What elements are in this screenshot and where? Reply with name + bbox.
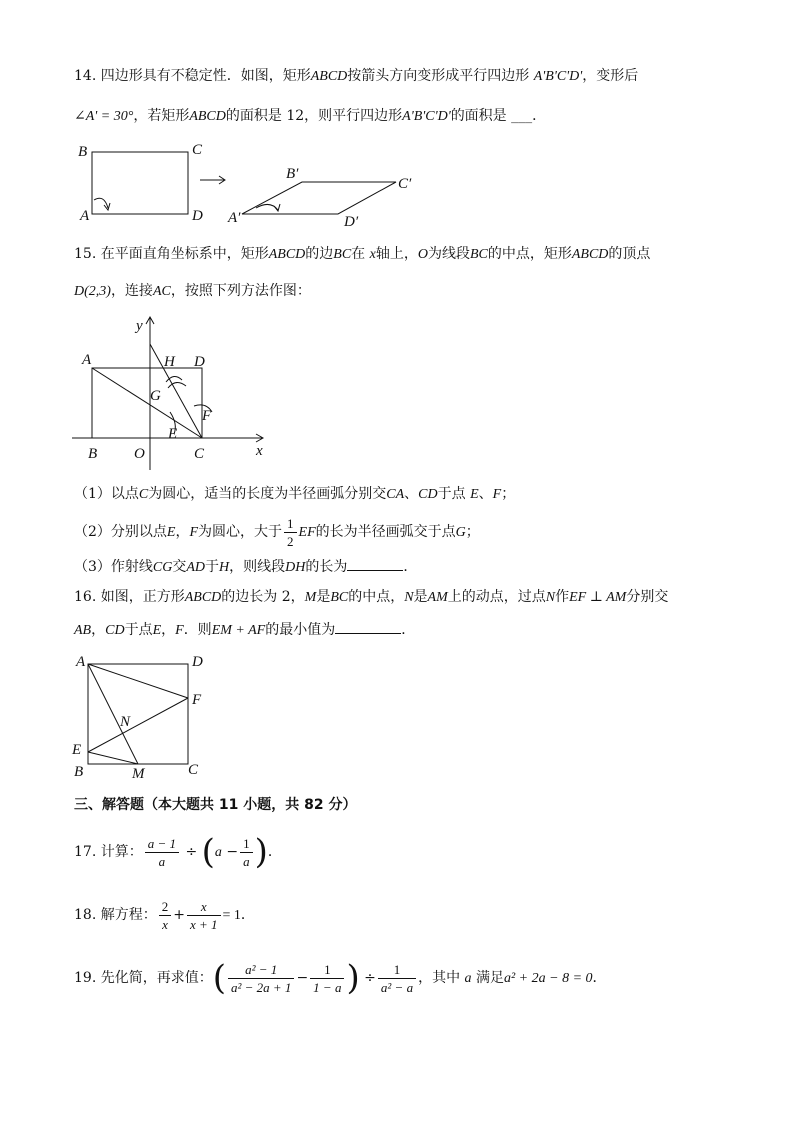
q15-number: 15. — [74, 246, 97, 262]
label-f: F — [192, 692, 202, 708]
q15-line-1: 15. 在平面直角坐标系中，矩形ABCD的边BC在 x轴上，O为线段BC的中点，矩形ABCD的顶点 — [74, 246, 651, 262]
answer-blank — [335, 619, 401, 634]
q15-step-1: （1）以点C为圆心，适当的长度为半径画弧分别交CA、CD于点 E、F； — [74, 486, 516, 502]
label-a: A — [80, 208, 90, 224]
q19-number: 19. — [74, 970, 97, 986]
label-c: C — [192, 142, 203, 158]
q15-line-2: D(2,3)，连接AC，按照下列方法作图： — [74, 283, 311, 299]
label-c: C — [194, 446, 205, 462]
label-m: M — [132, 766, 145, 782]
label-b: B — [78, 144, 88, 160]
rotation-arrow-icon — [94, 198, 108, 208]
label-n: N — [120, 714, 131, 730]
section-3-heading: 三、解答题（本大题共 11 小题，共 82 分） — [74, 797, 357, 813]
segment-ef — [88, 698, 188, 752]
q15-figure — [70, 314, 280, 464]
answer-blank — [347, 556, 403, 571]
label-a-prime: A′ — [228, 210, 241, 226]
fraction-1-over-a: $\frac{1}{a}$ — [240, 835, 253, 870]
label-e: E — [72, 742, 82, 758]
label-a: A — [76, 654, 86, 670]
label-d: D — [194, 354, 205, 370]
segment-am — [88, 664, 138, 764]
label-x: x — [256, 443, 263, 459]
q18-number: 18. — [74, 907, 97, 923]
q18: 18. 解方程： $\frac{2}{x}$ + $\frac{x}{x + 1}$ = 1． — [74, 898, 255, 932]
q19: 19. 先化简，再求值：( $\frac{\text{a² − 1}}{\text{a² − 2a + 1}}$ − $\frac{1}{1 - a}$ ) ÷ $\frac{1}{\text{a² − a}}$ ，其中 a 满足a² + 2a − 8 = 0． — [74, 958, 607, 998]
square-abcd — [88, 664, 188, 764]
q17-number: 17. — [74, 844, 97, 860]
label-f: F — [202, 408, 212, 424]
fraction-q19-1: $\frac{\text{a² − 1}}{\text{a² − 2a + 1}}$ — [228, 961, 294, 996]
label-c: C — [188, 762, 199, 778]
label-e: E — [168, 426, 178, 442]
label-b: B — [88, 446, 98, 462]
q16-line-2: AB，CD于点E，F．则EM + AF的最小值为 ． — [74, 619, 415, 641]
fraction-2-over-x: $\frac{2}{x}$ — [159, 898, 172, 933]
label-c-prime: C′ — [398, 176, 412, 192]
q14-figure — [74, 138, 434, 230]
parallelogram — [242, 182, 396, 214]
segment-em — [88, 752, 138, 764]
q14-line-1: 14. 四边形具有不稳定性．如图，矩形ABCD按箭头方向变形成平行四边形 A'B'C'D'，变形后 — [74, 68, 639, 84]
label-g: G — [150, 388, 161, 404]
label-o: O — [134, 446, 145, 462]
fraction-x-over-x-plus-1: $\frac{x}{x + 1}$ — [187, 898, 221, 933]
q14-line-2: ∠A' = 30°，若矩形ABCD的面积是 12，则平行四边形A'B'C'D'的面积是 ___． — [74, 108, 547, 124]
q16-line-1: 16. 如图，正方形ABCD的边长为 2，M是BC的中点，N是AM上的动点，过点N作EF ⊥ AM分别交 — [74, 589, 669, 605]
answer-blank: ___ — [511, 108, 533, 124]
arc-g-2 — [168, 382, 186, 388]
q16-number: 16. — [74, 589, 97, 605]
label-b: B — [74, 764, 84, 780]
segment-ac — [92, 368, 202, 438]
q14-number: 14. — [74, 68, 97, 84]
q16-figure — [70, 648, 220, 783]
label-b-prime: B′ — [286, 166, 299, 182]
label-d: D — [192, 208, 203, 224]
q15-step-3: （3）作射线CG交AD于H，则线段DH的长为 ． — [74, 556, 417, 578]
label-y: y — [136, 318, 143, 334]
label-a: A — [82, 352, 92, 368]
label-h: H — [164, 354, 175, 370]
fraction-a-minus-1-over-a: $\frac{a - 1}{a}$ — [145, 835, 179, 870]
label-d: D — [192, 654, 203, 670]
q15-step-2: （2）分别以点E，F为圆心，大于 $\frac{1}{2}$ EF的长为半径画弧交于点G； — [74, 515, 480, 549]
q17: 17. 计算： $\frac{a - 1}{a}$ ÷ (a − $\frac{1}{a}$ )． — [74, 832, 282, 872]
fraction-q19-2: $\frac{1}{1 - a}$ — [310, 961, 344, 996]
fraction-one-half: $\frac{1}{2}$ — [284, 515, 297, 550]
label-d-prime: D′ — [344, 214, 359, 230]
fraction-q19-3: $\frac{1}{\text{a² − a}}$ — [378, 961, 416, 996]
